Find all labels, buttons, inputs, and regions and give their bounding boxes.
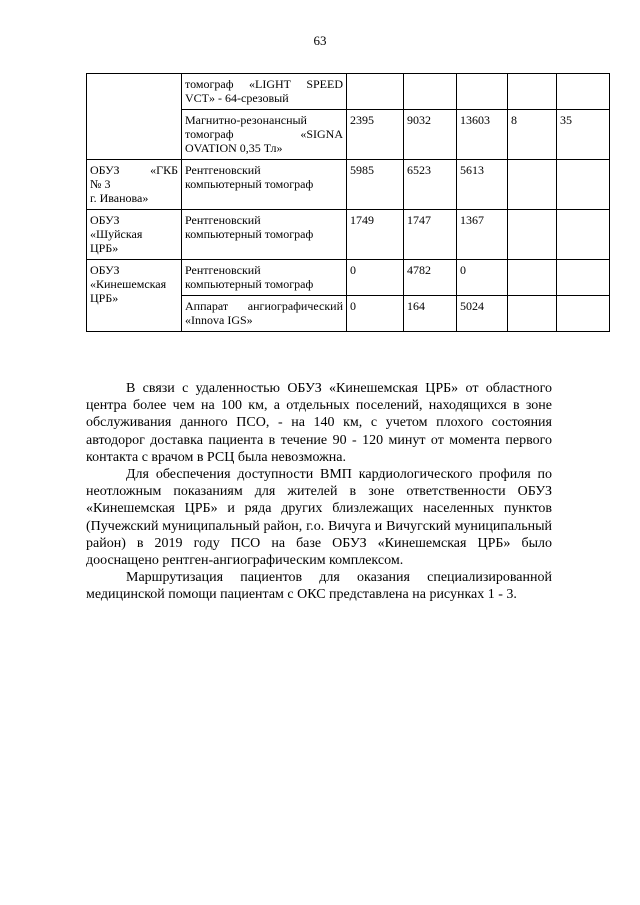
value-cell: 1749 bbox=[347, 210, 404, 260]
value-cell: 5985 bbox=[347, 160, 404, 210]
value-cell: 164 bbox=[404, 296, 457, 332]
paragraph: Для обеспечения доступности ВМП кардиологического профиля по неотложным показаниям для жителей в зоне ответственности ОБУЗ «Кинешемская ЦРБ» и ряда других близлежащих населенных пунктов (Пучежский муниципальный район, г.о. Вичуга и Вичугский муниципальный район) в 2019 году ПСО на базе ОБУЗ «Кинешемская ЦРБ» было дооснащено рентген-ангиографическим комплексом. bbox=[86, 467, 552, 569]
value-cell bbox=[508, 296, 557, 332]
value-cell: 1747 bbox=[404, 210, 457, 260]
value-cell: 0 bbox=[347, 260, 404, 296]
table-row bbox=[87, 160, 610, 210]
value-cell: 35 bbox=[557, 110, 610, 160]
value-cell: 9032 bbox=[404, 110, 457, 160]
value-cell: 6523 bbox=[404, 160, 457, 210]
org-cell: ОБУЗ «Шуйская ЦРБ» bbox=[87, 210, 182, 260]
value-cell: 1367 bbox=[457, 210, 508, 260]
value-cell bbox=[557, 296, 610, 332]
value-cell bbox=[347, 74, 404, 110]
device-cell: Рентгеновский компьютерный томограф bbox=[182, 210, 347, 260]
org-cell bbox=[87, 74, 182, 160]
device-cell: Рентгеновский компьютерный томограф bbox=[182, 160, 347, 210]
value-cell: 2395 bbox=[347, 110, 404, 160]
table-row bbox=[87, 74, 610, 110]
body-text bbox=[86, 380, 552, 604]
value-cell: 0 bbox=[347, 296, 404, 332]
page-number: 63 bbox=[313, 33, 327, 48]
table-row bbox=[87, 260, 610, 296]
paragraph: Маршрутизация пациентов для оказания специализированной медицинской помощи пациентам с ОКС представлена на рисунках 1 - 3. bbox=[86, 570, 552, 603]
org-cell: ОБУЗ «Кинешемская ЦРБ» bbox=[87, 260, 182, 332]
value-cell bbox=[508, 74, 557, 110]
value-cell bbox=[557, 260, 610, 296]
value-cell: 8 bbox=[508, 110, 557, 160]
value-cell bbox=[404, 74, 457, 110]
value-cell: 13603 bbox=[457, 110, 508, 160]
value-cell bbox=[508, 160, 557, 210]
device-cell: томограф «LIGHT SPEED VCT» - 64-срезовый bbox=[182, 74, 347, 110]
table-row bbox=[87, 210, 610, 260]
value-cell bbox=[557, 210, 610, 260]
value-cell bbox=[457, 74, 508, 110]
device-cell: Магнитно-резонансный томограф «SIGNA OVATION 0,35 Тл» bbox=[182, 110, 347, 160]
value-cell: 5613 bbox=[457, 160, 508, 210]
value-cell: 0 bbox=[457, 260, 508, 296]
org-cell: ОБУЗ «ГКБ № 3 г. Иванова» bbox=[87, 160, 182, 210]
value-cell bbox=[508, 260, 557, 296]
value-cell: 4782 bbox=[404, 260, 457, 296]
value-cell: 5024 bbox=[457, 296, 508, 332]
value-cell bbox=[557, 160, 610, 210]
value-cell bbox=[557, 74, 610, 110]
paragraph: В связи с удаленностью ОБУЗ «Кинешемская ЦРБ» от областного центра более чем на 100 км, а отдельных поселений, находящихся в зоне обслуживания данного ПСО, - на 140 км, с учетом плохого состояния автодорог доставка пациента в течение 90 - 120 минут от момента первого контакта с врачом в РСЦ была невозможна. bbox=[86, 381, 552, 465]
value-cell bbox=[508, 210, 557, 260]
equipment-table bbox=[86, 73, 610, 332]
device-cell: Аппарат ангиографический «Innova IGS» bbox=[182, 296, 347, 332]
device-cell: Рентгеновский компьютерный томограф bbox=[182, 260, 347, 296]
